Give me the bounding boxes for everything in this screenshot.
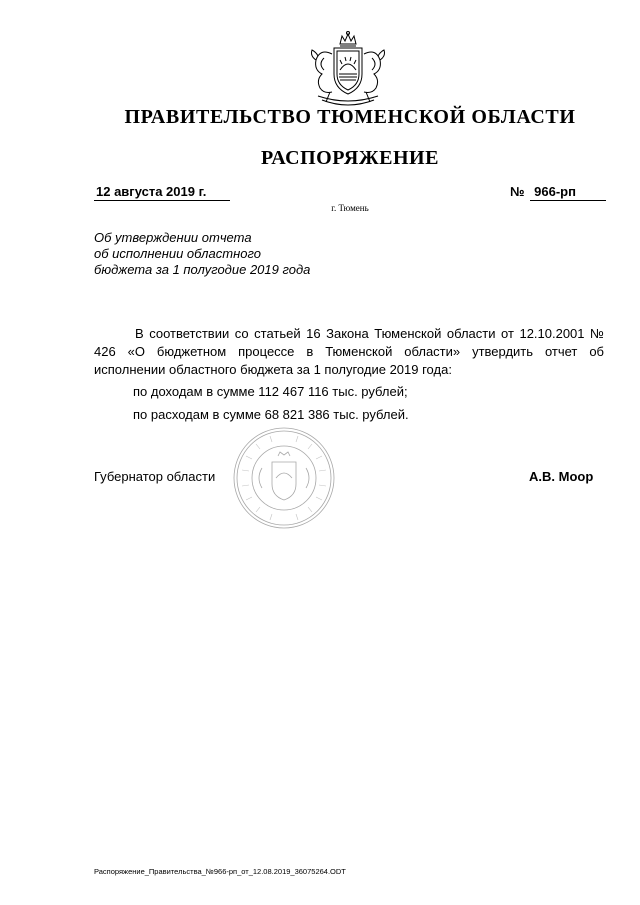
subject-line: Об утверждении отчета [94, 230, 252, 245]
paragraph-text: В соответствии со статьей 16 Закона Тюменской области от 12.10.2001 № 426 «О бюджетном процессе в Тюменской области» утвердить отчет об исполнении областного бюджета за 1 полугодие 2019 года: [94, 326, 604, 377]
number-sign: № [510, 184, 525, 199]
document-number-block [510, 184, 606, 201]
city-label: г. Тюмень [331, 203, 369, 213]
coat-of-arms-emblem [302, 30, 394, 108]
income-line: по доходам в сумме 112 467 116 тыс. рублей; [133, 384, 408, 399]
subject-line: бюджета за 1 полугодие 2019 года [94, 262, 311, 277]
document-number: 966-рп [530, 184, 606, 201]
signatory-title: Губернатор области [94, 469, 216, 484]
document-type-title: РАСПОРЯЖЕНИЕ [261, 147, 439, 169]
official-seal-stamp [232, 426, 336, 530]
expenses-line: по расходам в сумме 68 821 386 тыс. рублей. [133, 407, 409, 422]
footer-filename: Распоряжение_Правительства_№966-рп_от_12.08.2019_36075264.ODT [94, 867, 346, 876]
signatory-name: А.В. Моор [529, 469, 594, 484]
document-date: 12 августа 2019 г. [94, 184, 230, 201]
subject-line: об исполнении областного [94, 246, 261, 261]
document-subject [94, 230, 310, 278]
government-title: ПРАВИТЕЛЬСТВО ТЮМЕНСКОЙ ОБЛАСТИ [124, 106, 576, 128]
main-paragraph [94, 325, 604, 379]
